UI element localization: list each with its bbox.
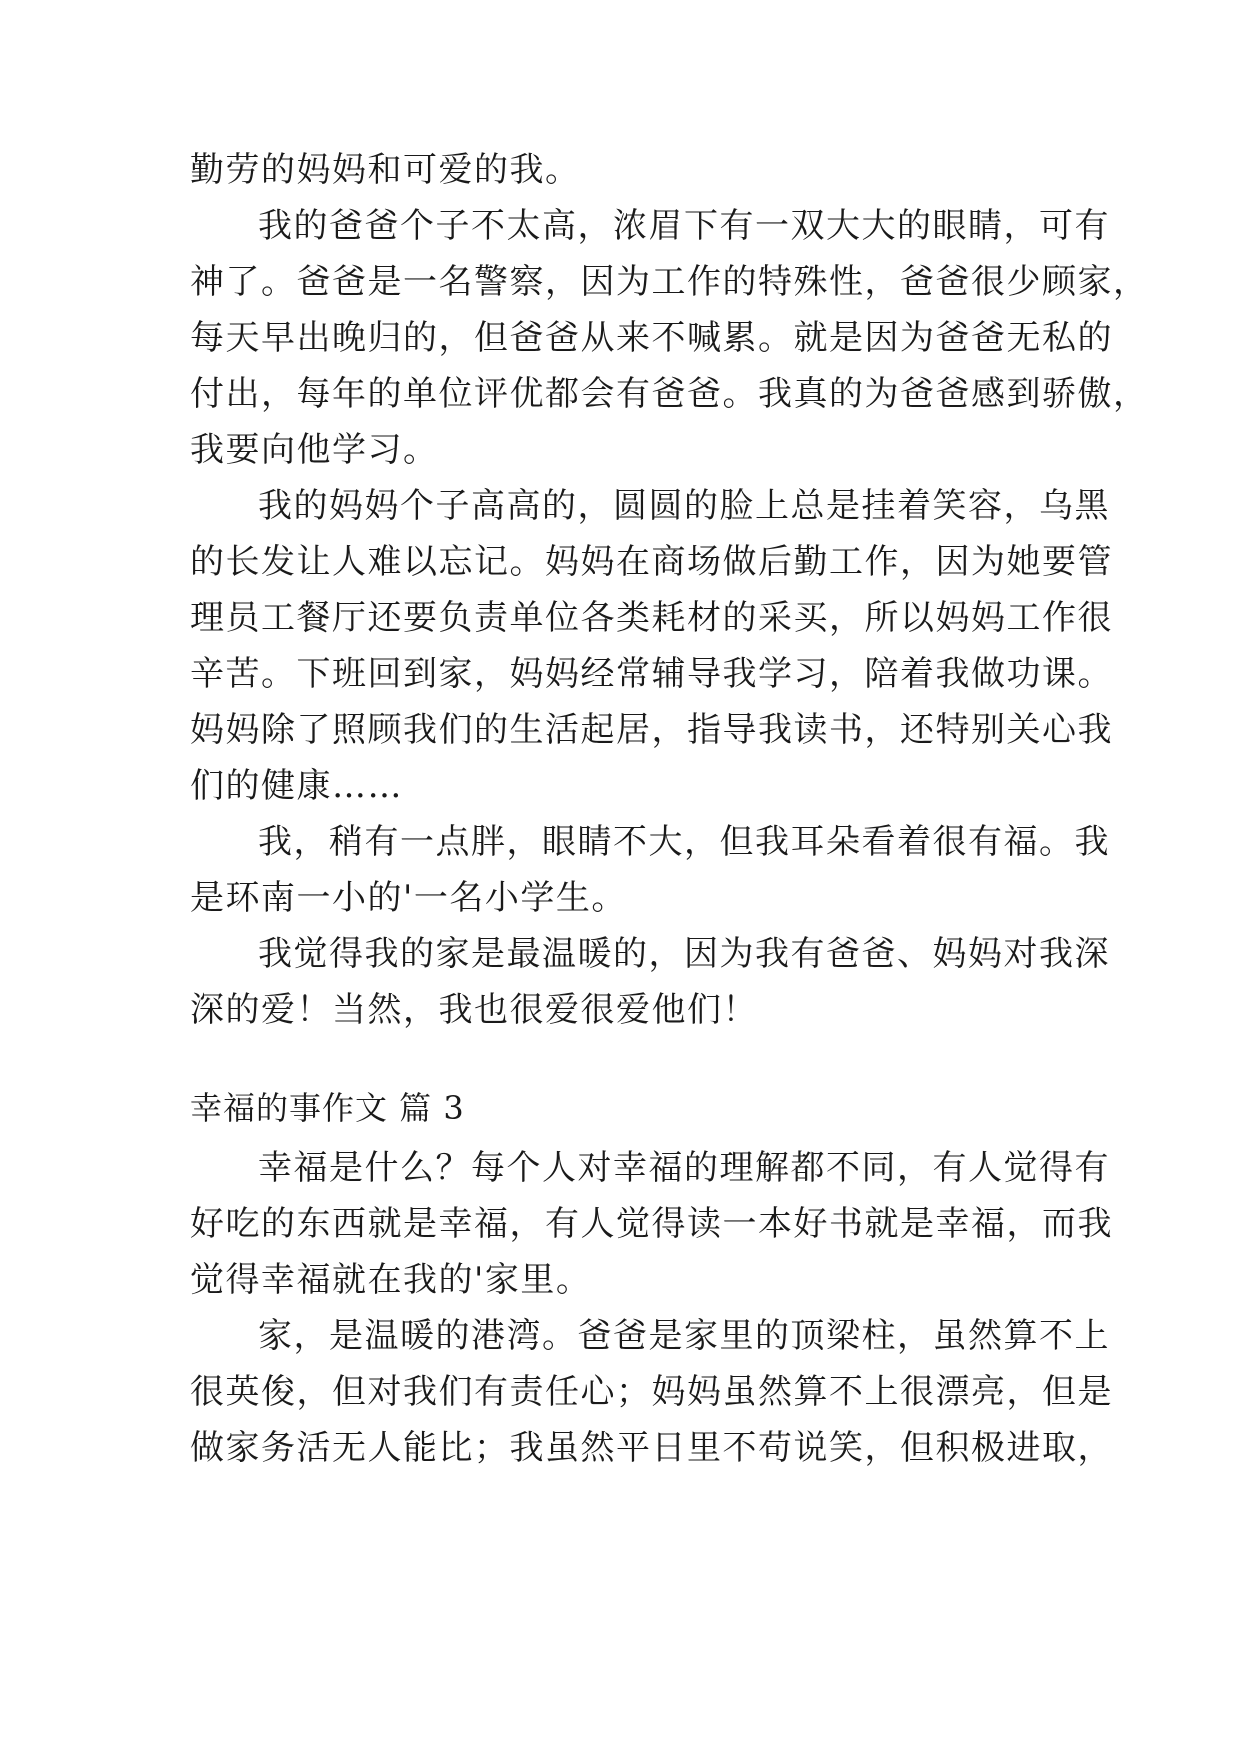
text-line: 的长发让人难以忘记。妈妈在商场做后勤工作，因为她要管: [190, 542, 1113, 582]
text-line: 勤劳的妈妈和可爱的我。: [190, 150, 581, 190]
text-line: 每天早出晚归的，但爸爸从来不喊累。就是因为爸爸无私的: [190, 318, 1113, 358]
text-line: 理员工餐厅还要负责单位各类耗材的采买，所以妈妈工作很: [190, 598, 1113, 638]
text-line: 辛苦。下班回到家，妈妈经常辅导我学习，陪着我做功课。: [190, 654, 1113, 694]
text-line: 们的健康……: [190, 766, 403, 806]
text-line: 神了。爸爸是一名警察，因为工作的特殊性，爸爸很少顾家，: [190, 262, 1149, 302]
text-line: 我要向他学习。: [190, 430, 439, 470]
paragraph-first-line: 我觉得我的家是最温暖的，因为我有爸爸、妈妈对我深: [258, 934, 1110, 974]
paragraph-first-line: 我的爸爸个子不太高，浓眉下有一双大大的眼睛，可有: [258, 206, 1110, 246]
text-line: 妈妈除了照顾我们的生活起居，指导我读书，还特别关心我: [190, 710, 1113, 750]
text-line: 付出，每年的单位评优都会有爸爸。我真的为爸爸感到骄傲，: [190, 374, 1149, 414]
paragraph-first-line: 家，是温暖的港湾。爸爸是家里的顶梁柱，虽然算不上: [258, 1316, 1110, 1356]
text-line: 很英俊，但对我们有责任心；妈妈虽然算不上很漂亮，但是: [190, 1372, 1113, 1412]
section-heading: 幸福的事作文 篇 3: [190, 1089, 465, 1127]
paragraph-first-line: 我的妈妈个子高高的，圆圆的脸上总是挂着笑容，乌黑: [258, 486, 1110, 526]
text-line: 觉得幸福就在我的'家里。: [190, 1260, 592, 1300]
text-line: 做家务活无人能比；我虽然平日里不苟说笑，但积极进取，: [190, 1428, 1113, 1468]
paragraph-first-line: 我，稍有一点胖，眼睛不大，但我耳朵看着很有福。我: [258, 822, 1110, 862]
text-line: 是环南一小的'一名小学生。: [190, 878, 627, 918]
text-line: 好吃的东西就是幸福，有人觉得读一本好书就是幸福，而我: [190, 1204, 1113, 1244]
text-line: 深的爱！当然，我也很爱很爱他们！: [190, 990, 758, 1030]
paragraph-first-line: 幸福是什么？每个人对幸福的理解都不同，有人觉得有: [258, 1148, 1110, 1188]
